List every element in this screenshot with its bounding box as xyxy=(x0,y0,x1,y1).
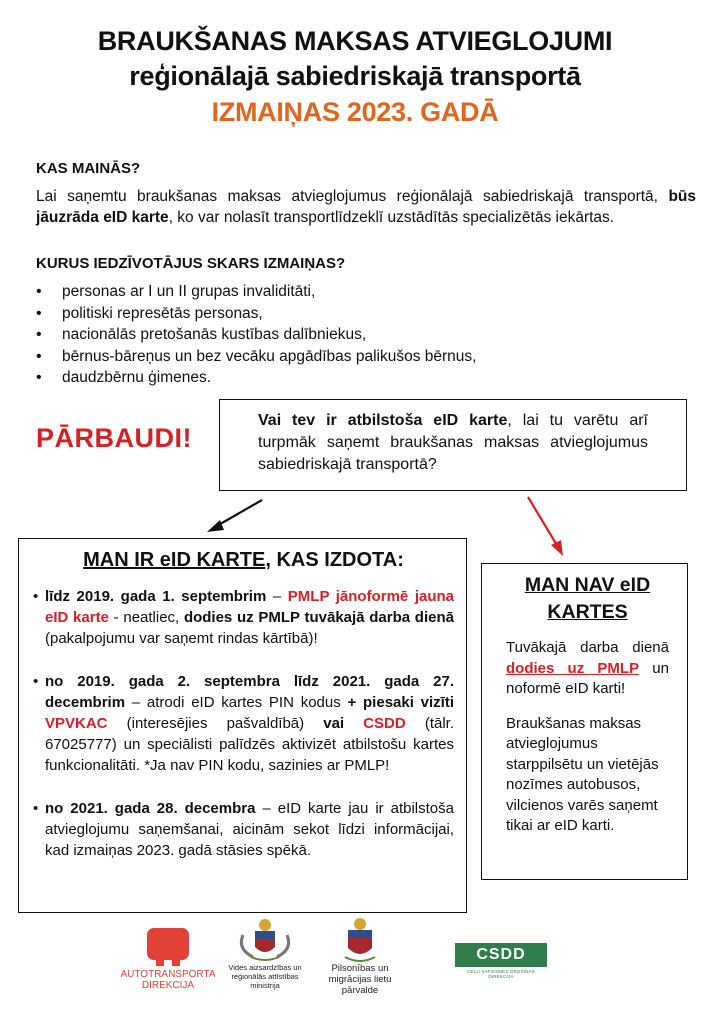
have-card-item-2: • no 2019. gada 2. septembra līdz 2021. gada 27. decembrim – atrodi eID kartes PIN kodus + piesaki vizīti VPVKAC (interesējies pašvaldībā) vai CSDD (tālr. 67025777) un speciālisti palīdzēs aktivizēt atbilstošu kartes funkcionalitāti. *Ja nav PIN kodu, sazinies ar PMLP! xyxy=(33,671,454,776)
who-affected-heading: KURUS IEDZĪVOTĀJUS SKARS IZMAIŅAS? xyxy=(36,255,346,272)
varam-logo: Vides aizsardzības un reģionālās attīstības ministrija xyxy=(222,917,308,990)
question-text: , lai tu varētu arī turpmāk saņemt braukšanas maksas atvieglojumus sabiedriskajā transportā? xyxy=(258,412,648,473)
what-changes-text: Lai saņemtu braukšanas maksas atvieglojumus reģionālajā sabiedriskajā transportā, būs jāuzrāda eID karte, ko var nolasīt transportlīdzeklī uzstādītās specializētās iekārtas. xyxy=(36,188,696,226)
black-arrow-icon xyxy=(207,500,262,532)
no-card-heading: MAN NAV eID KARTES xyxy=(524,574,651,623)
list-item: • bērnus-bāreņus un bez vecāku apgādības palikušos bērnus, xyxy=(36,346,476,368)
atd-bus-icon xyxy=(146,927,190,967)
coat-of-arms-icon xyxy=(335,917,385,963)
list-item: • personas ar I un II grupas invaliditāti, xyxy=(36,281,476,303)
title-line-2: reģionālajā sabiedriskajā transportā xyxy=(129,61,581,91)
have-card-item-3: • no 2021. gada 28. decembra – eID karte jau ir atbilstoša atvieglojumu saņemšanai, aicinām sekot līdzi informācijai, kad izmaiņas 2023. gadā stāsies spēkā. xyxy=(33,798,454,861)
question-bold: Vai tev ir atbilstoša eID karte xyxy=(258,412,508,429)
list-item: • politiski represētās personas, xyxy=(36,303,476,325)
no-card-paragraph-1: Tuvākajā darba dienā dodies uz PMLP un noformē eID karti! xyxy=(506,639,669,697)
atd-logo: AUTOTRANSPORTA DIREKCIJA xyxy=(118,925,218,991)
check-label: PĀRBAUDI! xyxy=(36,423,192,453)
affected-groups-list xyxy=(36,281,476,389)
csdd-logo: CSDD CEĻU SATIKSMES DROŠĪBAS DIREKCIJA xyxy=(455,943,547,979)
no-card-paragraph-2: Braukšanas maksas atvieglojumus starppilsētu un vietējās nozīmes autobusos, vilcienos varēs saņemt tikai ar eID karti. xyxy=(506,714,659,834)
have-card-box xyxy=(18,538,467,913)
title-line-1: BRAUKŠANAS MAKSAS ATVIEGLOJUMI xyxy=(97,26,613,56)
no-card-box xyxy=(481,563,688,880)
red-arrow-icon xyxy=(528,497,563,556)
have-card-item-1: • līdz 2019. gada 1. septembrim – PMLP jānoformē jauna eID karte - neatliec, dodies uz PMLP tuvākajā darba dienā (pakalpojumu var saņemt rindas kārtībā)! xyxy=(33,586,454,649)
coat-of-arms-icon xyxy=(233,917,297,963)
question-box xyxy=(219,399,687,491)
pmlp-logo: Pilsonības un migrācijas lietu pārvalde xyxy=(310,917,410,996)
list-item: • daudzbērnu ģimenes. xyxy=(36,367,476,389)
list-item: • nacionālās pretošanās kustības dalībniekus, xyxy=(36,324,476,346)
footer-logos xyxy=(0,925,710,1005)
title-line-3: IZMAIŅAS 2023. GADĀ xyxy=(211,97,499,127)
pmlp-link[interactable]: dodies uz PMLP xyxy=(506,659,640,677)
what-changes-heading: KAS MAINĀS? xyxy=(36,160,141,177)
have-card-heading: MAN IR eID KARTE, KAS IZDOTA: xyxy=(83,549,404,571)
